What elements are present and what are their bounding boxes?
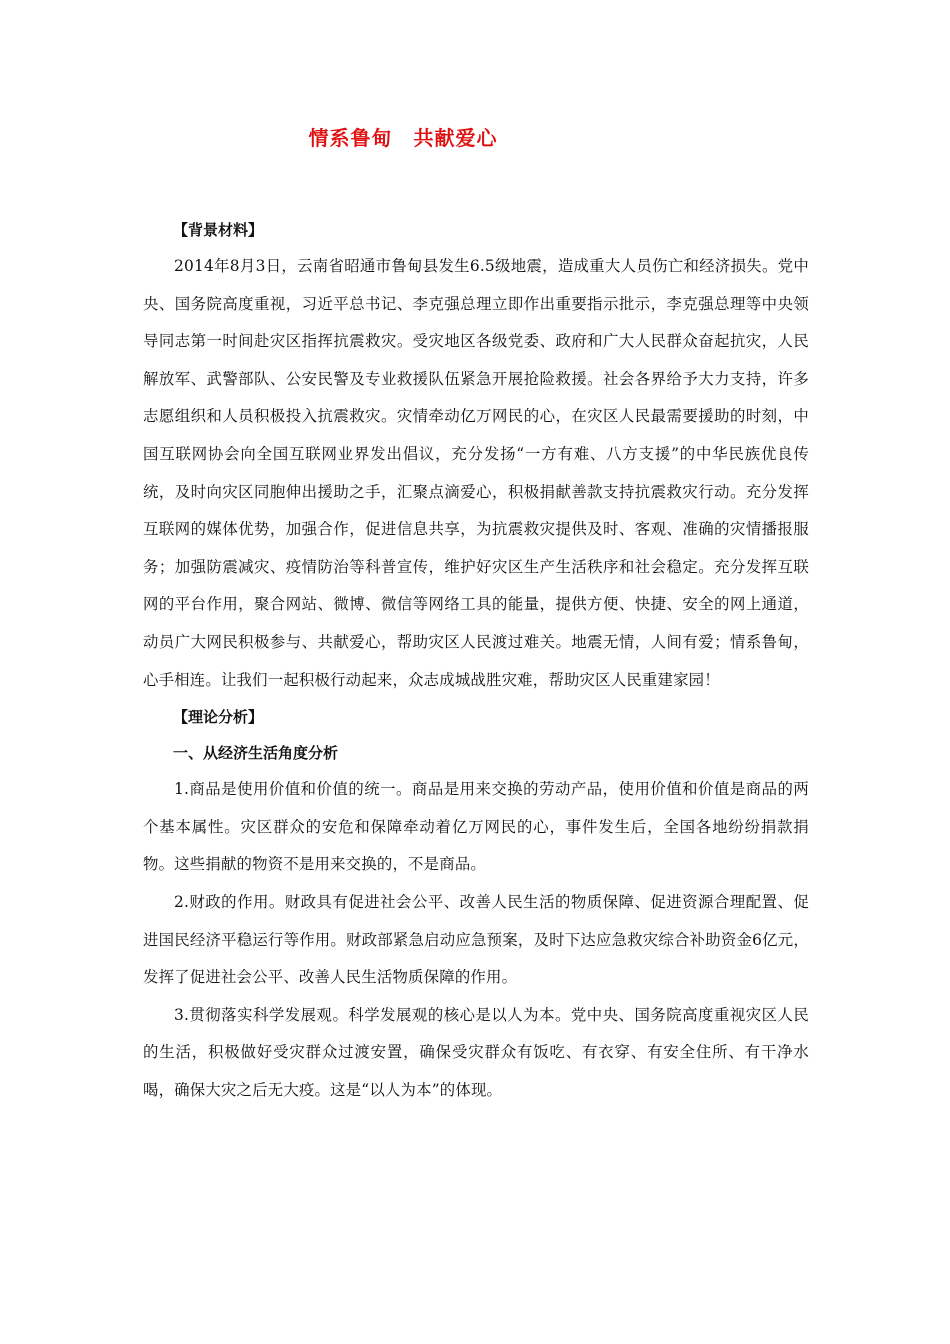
point-2-paragraph: 2.财政的作用。财政具有促进社会公平、改善人民生活的物质保障、促进资源合理配置、促进国民经济平稳运行等作用。财政部紧急启动应急预案，及时下达应急救灾综合补助资金6亿元，发挥了促进社会公平、改善人民生活物质保障的作用。 bbox=[143, 892, 809, 987]
background-paragraph: 2014年8月3日，云南省昭通市鲁甸县发生6.5级地震，造成重大人员伤亡和经济损失。党中央、国务院高度重视，习近平总书记、李克强总理立即作出重要指示批示，李克强总理等中央领导同志第一时间赴灾区指挥抗震救灾。受灾地区各级党委、政府和广大人民群众奋起抗灾，人民解放军、武警部队、公安民警及专业救援队伍紧急开展抢险救援。社会各界给予大力支持，许多志愿组织和人员积极投入抗震救灾。灾情牵动亿万网民的心，在灾区人民最需要援助的时刻，中国互联网协会向全国互联网业界发出倡议，充分发扬“一方有难、八方支援”的中华民族优良传统，及时向灾区同胞伸出援助之手，汇聚点滴爱心，积极捐献善款支持抗震救灾行动。充分发挥互联网的媒体优势，加强合作，促进信息共享，为抗震救灾提供及时、客观、准确的灾情播报服务；加强防震减灾、疫情防治等科普宣传，维护好灾区生产生活秩序和社会稳定。充分发挥互联网的平台作用，聚合网站、微博、微信等网络工具的能量，提供方便、快捷、安全的网上通道，动员广大网民积极参与、共献爱心，帮助灾区人民渡过难关。地震无情，人间有爱；情系鲁甸，心手相连。让我们一起积极行动起来，众志成城战胜灾难，帮助灾区人民重建家园！ bbox=[143, 257, 809, 689]
document-title: 情系鲁甸 共献爱心 bbox=[308, 126, 498, 150]
section1-heading: 一、从经济生活角度分析 bbox=[173, 744, 339, 763]
analysis-heading: 【理论分析】 bbox=[173, 708, 264, 727]
point-3-paragraph: 3.贯彻落实科学发展观。科学发展观的核心是以人为本。党中央、国务院高度重视灾区人民的生活，积极做好受灾群众过渡安置，确保受灾群众有饭吃、有衣穿、有安全住所、有干净水喝，确保大灾之后无大疫。这是“以人为本”的体现。 bbox=[143, 1005, 809, 1099]
document-body bbox=[143, 212, 809, 1109]
point-1-paragraph: 1.商品是使用价值和价值的统一。商品是用来交换的劳动产品，使用价值和价值是商品的两个基本属性。灾区群众的安危和保障牵动着亿万网民的心，事件发生后，全国各地纷纷捐款捐物。这些捐献的物资不是用来交换的，不是商品。 bbox=[143, 780, 809, 874]
background-heading: 【背景材料】 bbox=[173, 221, 264, 239]
